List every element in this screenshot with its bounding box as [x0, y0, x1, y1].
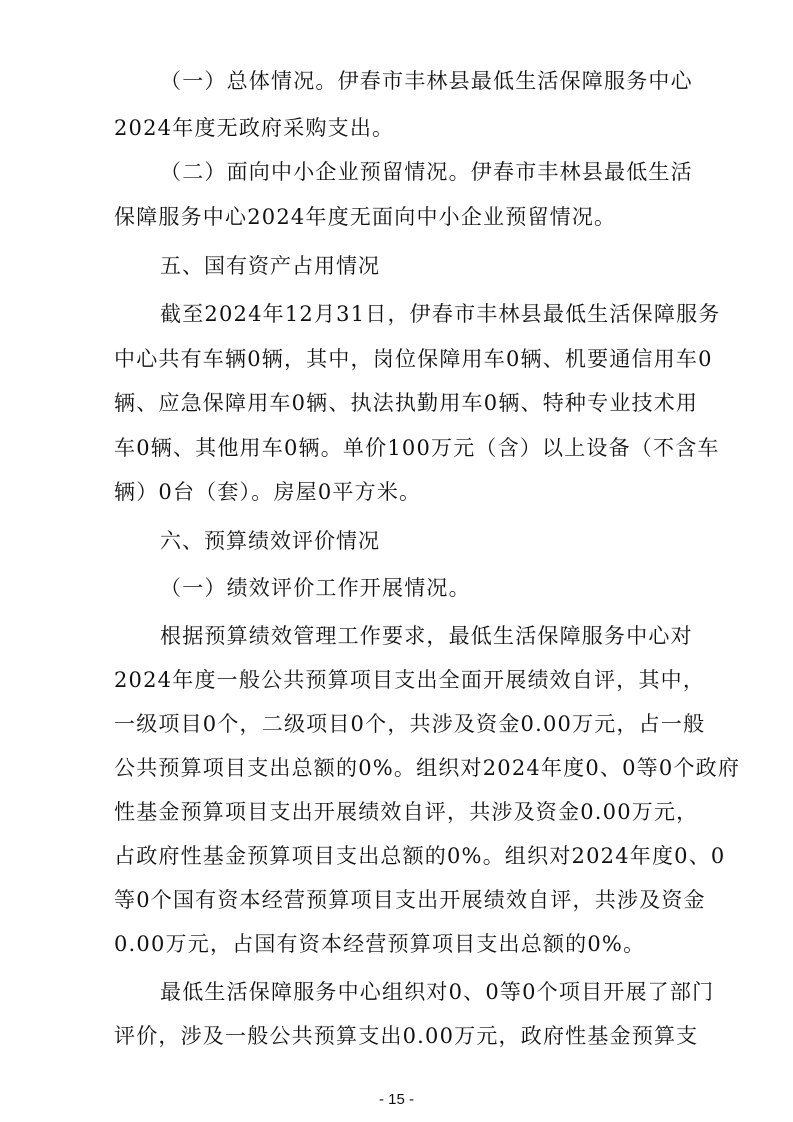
- paragraph-line: 车0辆、其他用车0辆。单价100万元（含）以上设备（不含车: [114, 436, 720, 460]
- paragraph-line: 截至2024年12月31日，伊春市丰林县最低生活保障服务: [160, 302, 721, 326]
- paragraph-line: 辆）0台（套）。房屋0平方米。: [114, 480, 422, 504]
- paragraph-line: （二）面向中小企业预留情况。伊春市丰林县最低生活: [160, 160, 693, 184]
- paragraph-line: 评价，涉及一般公共预算支出0.00万元，政府性基金预算支: [114, 1024, 699, 1048]
- paragraph-line: （一）总体情况。伊春市丰林县最低生活保障服务中心: [160, 69, 693, 93]
- section-heading: 六、预算绩效评价情况: [160, 529, 380, 553]
- paragraph-line: 2024年度一般公共预算项目支出全面开展绩效自评，其中，: [114, 668, 706, 692]
- paragraph-line: 等0个国有资本经营预算项目支出开展绩效自评，共涉及资金: [114, 888, 706, 912]
- section-heading: 五、国有资产占用情况: [160, 254, 380, 278]
- paragraph-line: 辆、应急保障用车0辆、执法执勤用车0辆、特种专业技术用: [114, 391, 699, 415]
- paragraph-line: 最低生活保障服务中心组织对0、0等0个项目开展了部门: [160, 980, 715, 1004]
- paragraph-line: 中心共有车辆0辆，其中，岗位保障用车0辆、机要通信用车0: [114, 347, 713, 371]
- paragraph-line: 一级项目0个，二级项目0个，共涉及资金0.00万元，占一般: [114, 712, 706, 736]
- subsection-title: （一）绩效评价工作开展情况。: [160, 576, 471, 600]
- paragraph-line: 公共预算项目支出总额的0%。组织对2024年度0、0等0个政府: [114, 756, 741, 780]
- paragraph-line: 占政府性基金预算项目支出总额的0%。组织对2024年度0、0: [114, 844, 726, 868]
- page-number: - 15 -: [378, 1091, 414, 1108]
- paragraph-line: 性基金预算项目支出开展绩效自评，共涉及资金0.00万元，: [114, 800, 699, 824]
- paragraph-line: 2024年度无政府采购支出。: [114, 116, 395, 140]
- paragraph-line: 根据预算绩效管理工作要求，最低生活保障服务中心对: [160, 624, 693, 648]
- paragraph-line: 保障服务中心2024年度无面向中小企业预留情况。: [114, 205, 617, 229]
- paragraph-line: 0.00万元，占国有资本经营预算项目支出总额的0%。: [114, 932, 646, 956]
